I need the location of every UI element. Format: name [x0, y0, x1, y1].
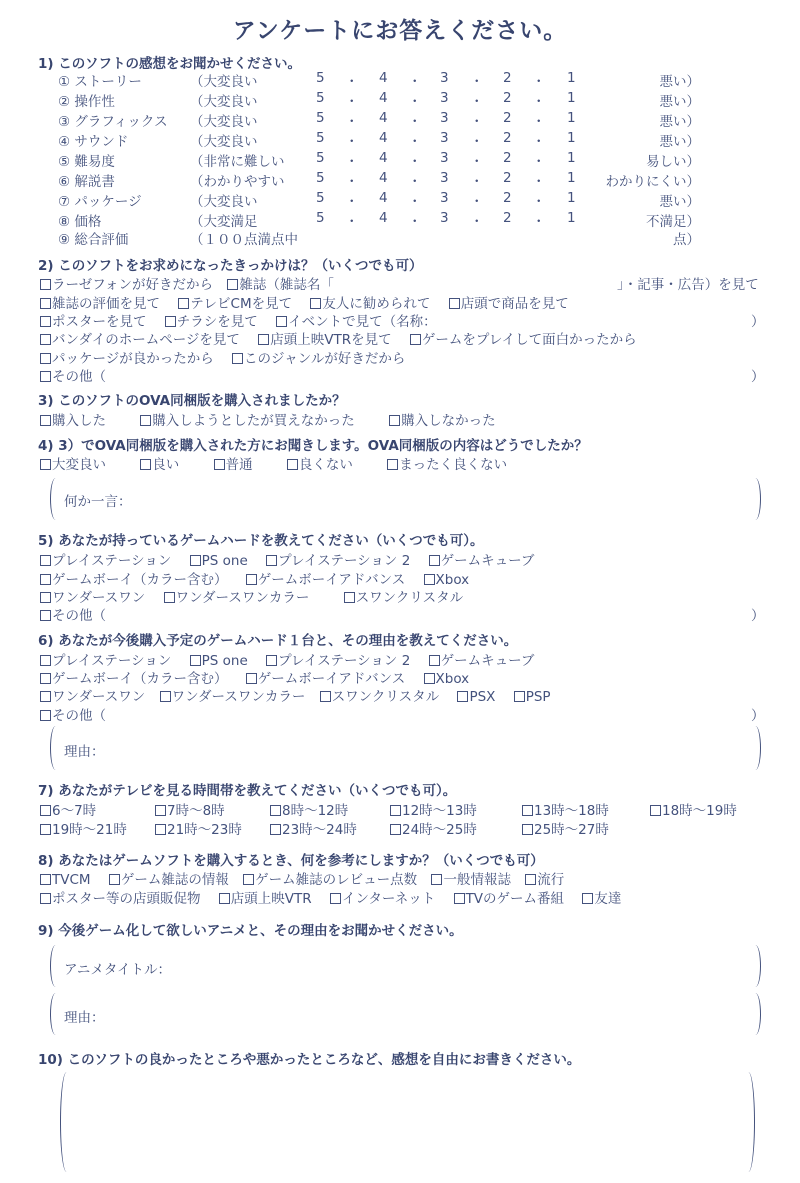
scale-value[interactable]: 3: [440, 130, 449, 146]
close-paren: ）: [751, 708, 765, 724]
checkbox-option[interactable]: 友達: [582, 887, 621, 907]
q9-reason-field[interactable]: [120, 996, 740, 1032]
checkbox-option[interactable]: 12時〜13時: [390, 799, 477, 819]
scale-separator: ・: [470, 174, 484, 190]
checkbox-option[interactable]: 19時〜21時: [40, 818, 127, 838]
scale-value[interactable]: 2: [503, 90, 512, 106]
q9-anime-field[interactable]: [190, 948, 740, 984]
checkbox-option[interactable]: ゲームボーイアドバンス: [246, 568, 405, 588]
scale-value[interactable]: 3: [440, 190, 449, 206]
checkbox-icon[interactable]: [40, 371, 51, 382]
q10-heading: 10) このソフトの良かったところや悪かったところなど、感想を自由にお書きください。: [38, 1052, 581, 1068]
q2-line2: [40, 292, 569, 312]
checkbox-option[interactable]: ゲームボーイ（カラー含む）: [40, 568, 228, 588]
checkbox-icon[interactable]: [389, 415, 400, 426]
checkbox-option[interactable]: チラシを見て: [165, 310, 258, 330]
scale-value[interactable]: 1: [567, 90, 576, 106]
q4-heading: 4) 3）でOVA同梱版を購入された方にお聞きします。OVA同梱版の内容はどうでしたか？: [38, 438, 588, 454]
checkbox-icon[interactable]: [431, 874, 442, 885]
checkbox-icon[interactable]: [40, 574, 51, 585]
checkbox-icon[interactable]: [514, 691, 525, 702]
scale-value[interactable]: 3: [440, 110, 449, 126]
checkbox-option[interactable]: ゲームボーイアドバンス: [246, 667, 405, 687]
checkbox-option[interactable]: 普通: [214, 453, 253, 473]
checkbox-option[interactable]: 購入しなかった: [389, 409, 496, 429]
left-bracket: [50, 993, 61, 1035]
scale-value[interactable]: 1: [567, 130, 576, 146]
checkbox-icon[interactable]: [522, 824, 533, 835]
checkbox-option[interactable]: 良い: [140, 453, 179, 473]
q5-other[interactable]: その他（: [40, 604, 106, 624]
q2-line4: [40, 328, 637, 348]
q9-reason-label: 理由：: [64, 1010, 105, 1026]
rating-right: 点）: [673, 232, 700, 248]
q4-comment-field[interactable]: [150, 482, 740, 518]
rating-left: （大変良い: [190, 194, 258, 210]
checkbox-icon[interactable]: [266, 655, 277, 666]
q1-rating-row[interactable]: [52, 150, 702, 168]
rating-left: （１００点満点中: [190, 232, 298, 248]
scale-separator: ・: [408, 174, 422, 190]
q8-heading: 8) あなたはゲームソフトを購入するとき、何を参考にしますか？（いくつでも可）: [38, 853, 544, 869]
scale-value[interactable]: 5: [316, 110, 325, 126]
scale-value[interactable]: 3: [440, 150, 449, 166]
q1-heading: 1) このソフトの感想をお聞かせください。: [38, 56, 301, 72]
checkbox-icon[interactable]: [190, 555, 201, 566]
checkbox-option[interactable]: ゲームキューブ: [429, 549, 535, 569]
checkbox-option[interactable]: ゲームをプレイして面白かったから: [410, 328, 637, 348]
scale-value[interactable]: 1: [567, 150, 576, 166]
scale-value[interactable]: 3: [440, 170, 449, 186]
rating-item: ④ サウンド: [58, 134, 129, 150]
q4-options: [40, 453, 507, 473]
q6-line1: [40, 649, 534, 669]
checkbox-icon[interactable]: [109, 874, 120, 885]
checkbox-option[interactable]: ゲームボーイ（カラー含む）: [40, 667, 228, 687]
left-bracket: [50, 478, 61, 520]
q1-rating-row[interactable]: [52, 210, 702, 228]
checkbox-icon[interactable]: [40, 805, 51, 816]
checkbox-icon[interactable]: [160, 691, 171, 702]
checkbox-option[interactable]: まったく良くない: [387, 453, 507, 473]
checkbox-option[interactable]: 購入しようとしたが買えなかった: [140, 409, 355, 429]
scale-value[interactable]: 5: [316, 130, 325, 146]
q6-reason-field[interactable]: [120, 730, 740, 768]
scale-value[interactable]: 4: [379, 110, 388, 126]
checkbox-icon[interactable]: [449, 298, 460, 309]
scale-value[interactable]: 2: [503, 150, 512, 166]
checkbox-option[interactable]: 大変良い: [40, 453, 106, 473]
checkbox-option[interactable]: 8時〜12時: [270, 799, 348, 819]
checkbox-icon[interactable]: [140, 459, 151, 470]
scale-separator: ・: [532, 174, 546, 190]
scale-separator: ・: [470, 154, 484, 170]
scale-value[interactable]: 5: [316, 90, 325, 106]
scale-separator: ・: [408, 194, 422, 210]
checkbox-icon[interactable]: [40, 874, 51, 885]
rating-item: ⑨ 総合評価: [58, 232, 129, 248]
close-paren: ）: [751, 369, 765, 385]
checkbox-icon[interactable]: [582, 893, 593, 904]
scale-value[interactable]: 4: [379, 170, 388, 186]
checkbox-icon[interactable]: [243, 874, 254, 885]
checkbox-option[interactable]: PS one: [190, 553, 248, 569]
checkbox-icon[interactable]: [40, 655, 51, 666]
checkbox-icon[interactable]: [330, 893, 341, 904]
q6-line2: [40, 667, 469, 687]
checkbox-option[interactable]: PSX: [457, 689, 495, 705]
q1-rating-row[interactable]: [52, 70, 702, 88]
q5-line1: [40, 549, 534, 569]
q2-magazine-suffix: 」・記事・広告）を見て: [617, 277, 759, 293]
scale-value[interactable]: 1: [567, 190, 576, 206]
checkbox-icon[interactable]: [276, 316, 287, 327]
checkbox-option[interactable]: 流行: [525, 868, 564, 888]
checkbox-icon[interactable]: [40, 710, 51, 721]
checkbox-option[interactable]: 良くない: [287, 453, 353, 473]
q1-rating-row[interactable]: [52, 170, 702, 188]
rating-item: ② 操作性: [58, 94, 115, 110]
checkbox-icon[interactable]: [40, 673, 51, 684]
q1-rating-row[interactable]: [52, 190, 702, 208]
checkbox-option[interactable]: パッケージが良かったから: [40, 347, 214, 367]
scale-value[interactable]: 2: [503, 210, 512, 226]
scale-value[interactable]: 5: [316, 210, 325, 226]
checkbox-icon[interactable]: [40, 353, 51, 364]
checkbox-option[interactable]: 6〜7時: [40, 799, 96, 819]
scale-value[interactable]: 2: [503, 170, 512, 186]
scale-separator: ・: [532, 194, 546, 210]
checkbox-icon[interactable]: [40, 298, 51, 309]
left-bracket: [50, 945, 61, 987]
checkbox-option[interactable]: プレイステーション 2: [266, 549, 410, 569]
right-bracket: [750, 945, 761, 987]
checkbox-option[interactable]: ワンダースワンカラー: [160, 685, 306, 705]
scale-separator: ・: [345, 214, 359, 230]
rating-left: （大変良い: [190, 134, 258, 150]
rating-left: （非常に難しい: [190, 154, 285, 170]
rating-item: ⑧ 価格: [58, 214, 102, 230]
close-paren: ）: [751, 608, 765, 624]
rating-item: ③ グラフィックス: [58, 114, 168, 130]
checkbox-option[interactable]: イベントで見て（名称：: [276, 310, 437, 330]
checkbox-option[interactable]: バンダイのホームページを見て: [40, 328, 240, 348]
checkbox-icon[interactable]: [165, 316, 176, 327]
scale-separator: ・: [532, 134, 546, 150]
q6-reason-label: 理由：: [64, 744, 105, 760]
scale-value[interactable]: 4: [379, 90, 388, 106]
checkbox-icon[interactable]: [429, 655, 440, 666]
rating-left: （わかりやすい: [190, 174, 285, 190]
checkbox-option[interactable]: 友人に勧められて: [310, 292, 430, 312]
checkbox-option[interactable]: ワンダースワン: [40, 685, 145, 705]
checkbox-option[interactable]: テレビCMを見て: [178, 292, 292, 312]
rating-right: わかりにくい）: [605, 174, 700, 190]
scale-separator: ・: [408, 114, 422, 130]
q3-heading: 3) このソフトのOVA同梱版を購入されましたか？: [38, 393, 346, 409]
checkbox-option[interactable]: ゲーム雑誌のレビュー点数: [243, 868, 417, 888]
scale-separator: ・: [345, 114, 359, 130]
checkbox-option[interactable]: 雑誌の評価を見て: [40, 292, 160, 312]
q2-line1: [40, 273, 334, 293]
scale-value[interactable]: 4: [379, 190, 388, 206]
scale-separator: ・: [470, 114, 484, 130]
q7-heading: 7) あなたがテレビを見る時間帯を教えてください（いくつでも可）。: [38, 783, 457, 799]
checkbox-icon[interactable]: [390, 824, 401, 835]
checkbox-option[interactable]: 店頭で商品を見て: [449, 292, 569, 312]
rating-left: （大変良い: [190, 94, 258, 110]
scale-separator: ・: [345, 174, 359, 190]
scale-separator: ・: [532, 94, 546, 110]
rating-right: 不満足）: [646, 214, 700, 230]
scale-value[interactable]: 4: [379, 70, 388, 86]
checkbox-icon[interactable]: [454, 893, 465, 904]
checkbox-icon[interactable]: [40, 610, 51, 621]
scale-value[interactable]: 5: [316, 170, 325, 186]
checkbox-icon[interactable]: [522, 805, 533, 816]
checkbox-icon[interactable]: [266, 555, 277, 566]
q1-rating-row[interactable]: [52, 110, 702, 128]
q4-comment-label: 何か一言：: [64, 494, 132, 510]
rating-right: 悪い）: [659, 94, 700, 110]
page-title: アンケートにお答えください。: [232, 18, 568, 44]
q10-free-text-field[interactable]: [80, 1076, 740, 1170]
checkbox-icon[interactable]: [155, 824, 166, 835]
checkbox-icon[interactable]: [344, 592, 355, 603]
scale-value[interactable]: 5: [316, 150, 325, 166]
left-bracket: [50, 726, 61, 770]
scale-separator: ・: [345, 154, 359, 170]
checkbox-icon[interactable]: [40, 316, 51, 327]
checkbox-icon[interactable]: [178, 298, 189, 309]
checkbox-icon[interactable]: [40, 334, 51, 345]
rating-left: （大変満足: [190, 214, 258, 230]
q8-line1: [40, 868, 564, 888]
q5-line2: [40, 568, 469, 588]
checkbox-icon[interactable]: [410, 334, 421, 345]
right-bracket: [750, 478, 761, 520]
scale-separator: ・: [408, 94, 422, 110]
checkbox-option[interactable]: ワンダースワンカラー: [164, 586, 310, 606]
checkbox-option[interactable]: 一般情報誌: [431, 868, 511, 888]
checkbox-icon[interactable]: [320, 691, 331, 702]
scale-value[interactable]: 3: [440, 210, 449, 226]
scale-value[interactable]: 5: [316, 70, 325, 86]
scale-separator: ・: [532, 114, 546, 130]
scale-separator: ・: [470, 194, 484, 210]
checkbox-option[interactable]: 店頭上映VTRを見て: [258, 328, 391, 348]
scale-separator: ・: [532, 74, 546, 90]
checkbox-icon[interactable]: [40, 459, 51, 470]
q6-other[interactable]: その他（: [40, 704, 106, 724]
checkbox-icon[interactable]: [270, 805, 281, 816]
rating-right: 悪い）: [659, 74, 700, 90]
checkbox-icon[interactable]: [424, 574, 435, 585]
checkbox-icon[interactable]: [650, 805, 661, 816]
rating-item: ⑤ 難易度: [58, 154, 115, 170]
checkbox-option[interactable]: 店頭上映VTR: [219, 887, 312, 907]
checkbox-option[interactable]: ゲーム雑誌の情報: [109, 868, 229, 888]
scale-separator: ・: [470, 94, 484, 110]
checkbox-icon[interactable]: [457, 691, 468, 702]
checkbox-option[interactable]: 23時〜24時: [270, 818, 357, 838]
q9-anime-label: アニメタイトル：: [64, 962, 172, 978]
scale-separator: ・: [408, 134, 422, 150]
scale-separator: ・: [345, 74, 359, 90]
checkbox-option[interactable]: 13時〜18時: [522, 799, 609, 819]
checkbox-icon[interactable]: [190, 655, 201, 666]
checkbox-option[interactable]: このジャンルが好きだから: [232, 347, 405, 367]
scale-value[interactable]: 5: [316, 190, 325, 206]
q8-line2: [40, 887, 621, 907]
q2-line3: [40, 310, 437, 330]
scale-value[interactable]: 1: [567, 210, 576, 226]
checkbox-icon[interactable]: [219, 893, 230, 904]
checkbox-option[interactable]: PSP: [514, 689, 551, 705]
checkbox-icon[interactable]: [424, 673, 435, 684]
q6-heading: 6) あなたが今後購入予定のゲームハード１台と、その理由を教えてください。: [38, 633, 518, 649]
checkbox-icon[interactable]: [258, 334, 269, 345]
q6-line3: [40, 685, 551, 705]
scale-value[interactable]: 2: [503, 130, 512, 146]
checkbox-option[interactable]: ポスター等の店頭販促物: [40, 887, 201, 907]
rating-right: 悪い）: [659, 134, 700, 150]
scale-value[interactable]: 1: [567, 110, 576, 126]
checkbox-icon[interactable]: [246, 574, 257, 585]
scale-value[interactable]: 4: [379, 130, 388, 146]
checkbox-icon[interactable]: [390, 805, 401, 816]
checkbox-icon[interactable]: [40, 592, 51, 603]
scale-value[interactable]: 3: [440, 90, 449, 106]
checkbox-icon[interactable]: [40, 691, 51, 702]
scale-value[interactable]: 1: [567, 70, 576, 86]
checkbox-option[interactable]: 7時〜8時: [155, 799, 225, 819]
checkbox-option[interactable]: Xbox: [424, 572, 470, 588]
scale-separator: ・: [408, 214, 422, 230]
scale-value[interactable]: 4: [379, 150, 388, 166]
scale-value[interactable]: 4: [379, 210, 388, 226]
q5-heading: 5) あなたが持っているゲームハードを教えてください（いくつでも可）。: [38, 533, 484, 549]
checkbox-option[interactable]: スワンクリスタル: [344, 586, 463, 606]
checkbox-option[interactable]: ワンダースワン: [40, 586, 145, 606]
checkbox-option[interactable]: 24時〜25時: [390, 818, 477, 838]
scale-separator: ・: [408, 74, 422, 90]
scale-separator: ・: [532, 154, 546, 170]
rating-item: ⑥ 解説書: [58, 174, 115, 190]
checkbox-option[interactable]: 購入した: [40, 409, 106, 429]
q2-heading: 2) このソフトをお求めになったきっかけは？（いくつでも可）: [38, 258, 423, 274]
checkbox-icon[interactable]: [227, 279, 238, 290]
checkbox-icon[interactable]: [164, 592, 175, 603]
q3-options: [40, 409, 496, 429]
close-paren: ）: [751, 314, 765, 330]
right-bracket: [750, 726, 761, 770]
checkbox-option[interactable]: ラーゼフォンが好きだから: [40, 273, 213, 293]
checkbox-option[interactable]: プレイステーション: [40, 549, 171, 569]
checkbox-icon[interactable]: [270, 824, 281, 835]
checkbox-icon[interactable]: [40, 824, 51, 835]
checkbox-option[interactable]: Xbox: [424, 671, 470, 687]
rating-item: ① ストーリー: [58, 74, 142, 90]
q1-rating-row[interactable]: [52, 90, 702, 108]
rating-right: 悪い）: [659, 114, 700, 130]
checkbox-option[interactable]: ゲームキューブ: [429, 649, 535, 669]
checkbox-icon[interactable]: [387, 459, 398, 470]
q2-other[interactable]: その他（: [40, 365, 106, 385]
q1-rating-row[interactable]: [52, 130, 702, 148]
checkbox-icon[interactable]: [287, 459, 298, 470]
checkbox-option[interactable]: スワンクリスタル: [320, 685, 439, 705]
checkbox-option[interactable]: TVCM: [40, 872, 91, 888]
checkbox-icon[interactable]: [40, 555, 51, 566]
checkbox-option[interactable]: 21時〜23時: [155, 818, 242, 838]
scale-separator: ・: [345, 94, 359, 110]
checkbox-option[interactable]: PS one: [190, 653, 248, 669]
scale-value[interactable]: 1: [567, 170, 576, 186]
scale-separator: ・: [470, 74, 484, 90]
q9-heading: 9) 今後ゲーム化して欲しいアニメと、その理由をお聞かせください。: [38, 923, 463, 939]
scale-separator: ・: [532, 214, 546, 230]
checkbox-option[interactable]: 18時〜19時: [650, 799, 737, 819]
right-bracket: [750, 993, 761, 1035]
rating-item: ⑦ パッケージ: [58, 194, 142, 210]
checkbox-icon[interactable]: [214, 459, 225, 470]
checkbox-icon[interactable]: [140, 415, 151, 426]
checkbox-option[interactable]: インターネット: [330, 887, 435, 907]
q1-total-row[interactable]: [52, 228, 702, 246]
checkbox-icon[interactable]: [525, 874, 536, 885]
checkbox-icon[interactable]: [40, 893, 51, 904]
checkbox-option[interactable]: プレイステーション 2: [266, 649, 410, 669]
q5-line3: [40, 586, 463, 606]
checkbox-icon[interactable]: [155, 805, 166, 816]
checkbox-icon[interactable]: [246, 673, 257, 684]
scale-value[interactable]: 3: [440, 70, 449, 86]
rating-right: 易しい）: [646, 154, 700, 170]
checkbox-icon[interactable]: [310, 298, 321, 309]
scale-value[interactable]: 2: [503, 70, 512, 86]
rating-right: 悪い）: [659, 194, 700, 210]
q2-line5: [40, 347, 405, 367]
scale-separator: ・: [470, 134, 484, 150]
checkbox-option[interactable]: 雑誌（雑誌名「: [227, 273, 334, 293]
scale-separator: ・: [345, 194, 359, 210]
checkbox-icon[interactable]: [232, 353, 243, 364]
scale-separator: ・: [408, 154, 422, 170]
right-bracket: [742, 1072, 755, 1172]
rating-left: （大変良い: [190, 74, 258, 90]
checkbox-icon[interactable]: [40, 279, 51, 290]
checkbox-option[interactable]: TVのゲーム番組: [454, 887, 564, 907]
checkbox-option[interactable]: ポスターを見て: [40, 310, 147, 330]
rating-left: （大変良い: [190, 114, 258, 130]
checkbox-option[interactable]: プレイステーション: [40, 649, 171, 669]
scale-separator: ・: [345, 134, 359, 150]
scale-value[interactable]: 2: [503, 190, 512, 206]
checkbox-icon[interactable]: [40, 415, 51, 426]
checkbox-icon[interactable]: [429, 555, 440, 566]
left-bracket: [60, 1072, 73, 1172]
scale-separator: ・: [470, 214, 484, 230]
checkbox-option[interactable]: 25時〜27時: [522, 818, 609, 838]
scale-value[interactable]: 2: [503, 110, 512, 126]
